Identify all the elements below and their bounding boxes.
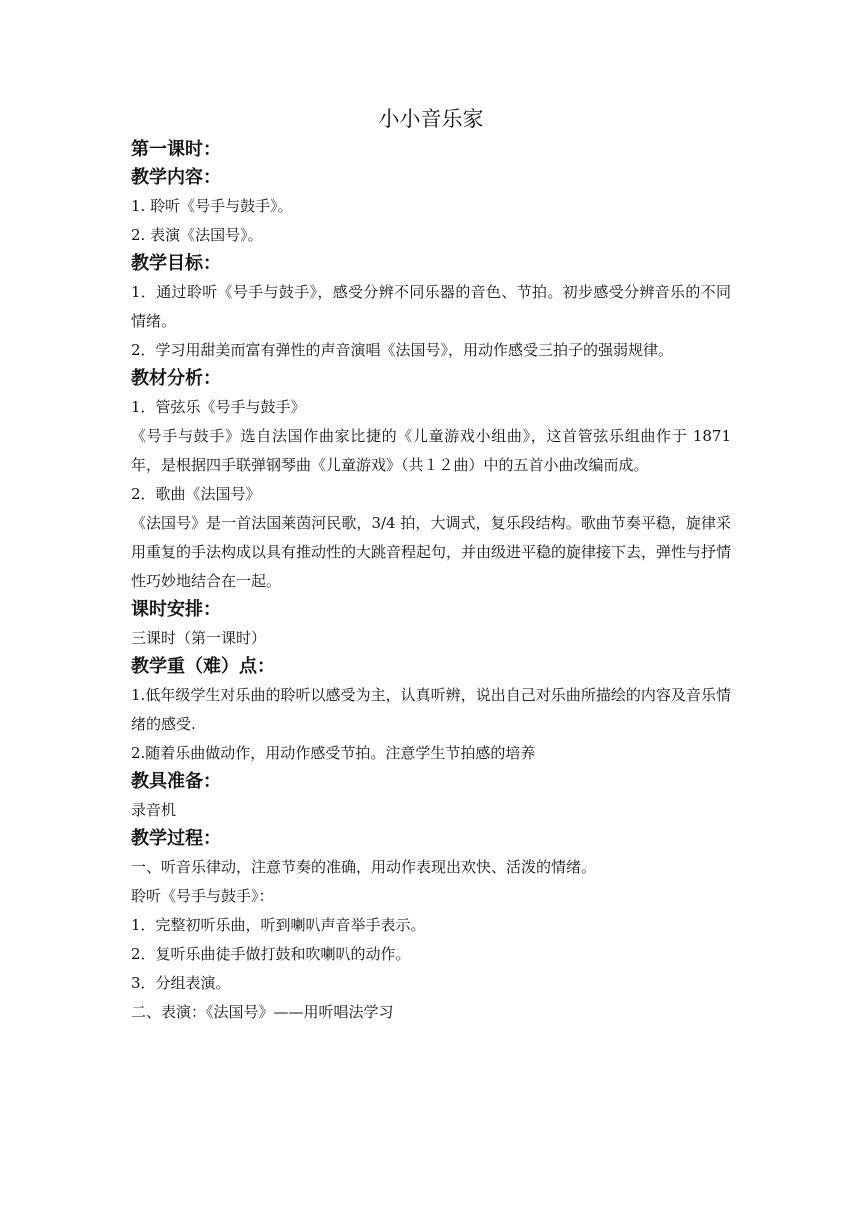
content-item: 1. 聆听《号手与鼓手》。 xyxy=(131,197,293,215)
document-title: 小小音乐家 xyxy=(378,107,484,131)
analysis-paragraph: 《法国号》是一首法国莱茵河民歌，3/4 拍，大调式，复乐段结构。歌曲节奏平稳，旋律采用重复的手法构成以具有推动性的大跳音程起句，并由级进平稳的旋律接下去，弹性与抒情性巧妙地结合在一起。 xyxy=(131,514,732,590)
analysis-subheading: 1．管弦乐《号手与鼓手》 xyxy=(131,398,306,416)
content-item: 2. 表演《法国号》。 xyxy=(131,226,263,244)
process-heading: 教学过程： xyxy=(131,828,221,849)
process-line: 1．完整初听乐曲，听到喇叭声音举手表示。 xyxy=(131,916,426,934)
process-line: 3．分组表演。 xyxy=(131,974,231,992)
keypoints-heading: 教学重（难）点： xyxy=(131,656,275,677)
schedule-heading: 课时安排： xyxy=(131,599,221,620)
keypoints-item: 1.低年级学生对乐曲的聆听以感受为主，认真听辨，说出自己对乐曲所描绘的内容及音乐情绪的感受. xyxy=(131,686,731,733)
document-page xyxy=(131,102,731,1027)
analysis-subheading: 2．歌曲《法国号》 xyxy=(131,485,261,503)
content-heading: 教学内容： xyxy=(131,167,221,188)
process-line: 聆听《号手与鼓手》： xyxy=(131,887,274,905)
goals-item: 2．学习用甜美而富有弹性的声音演唱《法国号》，用动作感受三拍子的强弱规律。 xyxy=(131,341,674,359)
keypoints-item: 2.随着乐曲做动作，用动作感受节拍。注意学生节拍感的培养 xyxy=(131,744,536,762)
analysis-paragraph: 《号手与鼓手》选自法国作曲家比捷的《儿童游戏小组曲》，这首管弦乐组曲作于 1871 年，是根据四手联弹钢琴曲《儿童游戏》（共１２曲）中的五首小曲改编而成。 xyxy=(131,427,731,474)
goals-item: 1．通过聆听《号手与鼓手》，感受分辨不同乐器的音色、节拍。初步感受分辨音乐的不同情绪。 xyxy=(131,283,731,330)
lesson-heading: 第一课时： xyxy=(131,139,221,160)
analysis-heading: 教材分析： xyxy=(131,368,221,389)
materials-text: 录音机 xyxy=(131,801,177,819)
process-line: 二、表演：《法国号》——用听唱法学习 xyxy=(131,1003,394,1021)
materials-heading: 教具准备： xyxy=(131,771,221,792)
schedule-text: 三课时（第一课时） xyxy=(131,629,267,647)
process-line: 一、听音乐律动，注意节奏的准确，用动作表现出欢快、活泼的情绪。 xyxy=(131,858,597,876)
goals-heading: 教学目标： xyxy=(131,253,221,274)
process-line: 2．复听乐曲徒手做打鼓和吹喇叭的动作。 xyxy=(131,945,411,963)
